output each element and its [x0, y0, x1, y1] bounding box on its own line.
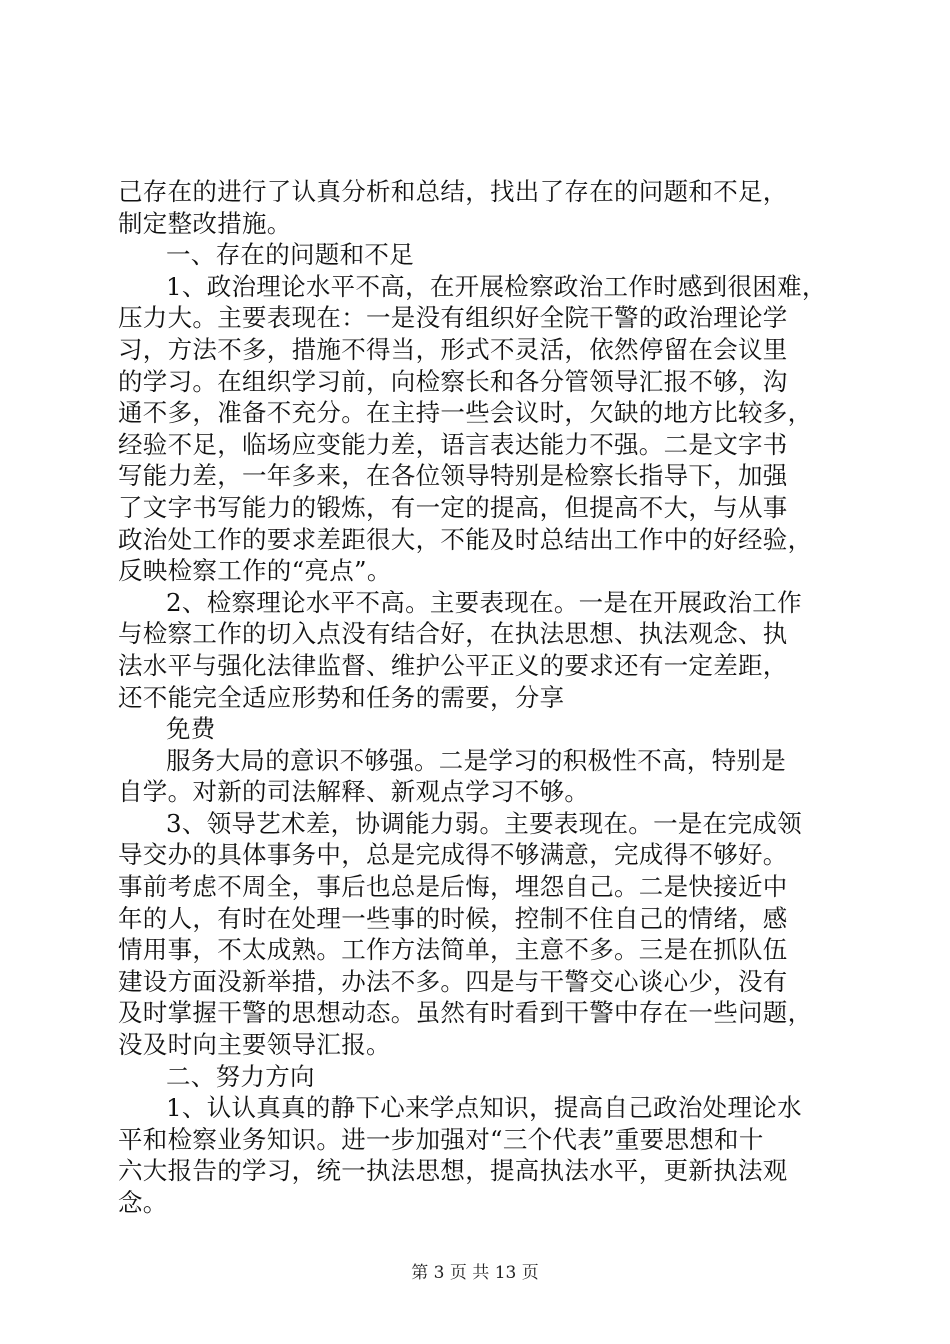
page-footer: 第 3 页 共 13 页	[411, 1263, 539, 1283]
text-line: 事前考虑不周全，事后也总是后悔，埋怨自己。二是快接近中	[118, 872, 788, 902]
text-line: 2、检察理论水平不高。主要表现在。一是在开展政治工作	[166, 587, 802, 617]
text-line: 1、政治理论水平不高，在开展检察政治工作时感到很困难，	[166, 271, 827, 301]
text-line: 念。	[118, 1188, 168, 1217]
text-line: 经验不足，临场应变能力差，语言表达能力不强。二是文字书	[118, 429, 788, 459]
text-line: 制定整改措施。	[118, 208, 292, 238]
text-line: 六大报告的学习，统一执法思想，提高执法水平，更新执法观	[118, 1156, 788, 1186]
text-line: 及时掌握干警的思想动态。虽然有时看到干警中存在一些问题，	[118, 998, 813, 1028]
text-line: 二、努力方向	[166, 1061, 315, 1091]
text-line: 自学。对新的司法解释、新观点学习不够。	[118, 777, 590, 807]
text-line: 己存在的进行了认真分析和总结，找出了存在的问题和不足，	[118, 177, 788, 206]
document-body	[118, 176, 838, 1219]
text-line: 情用事，不太成熟。工作方法简单，主意不多。三是在抓队伍	[118, 935, 788, 965]
text-line: 法水平与强化法律监督、维护公平正义的要求还有一定差距，	[118, 650, 788, 680]
text-line: 建设方面没新举措，办法不多。四是与干警交心谈心少，没有	[118, 966, 788, 996]
text-line: 1、认认真真的静下心来学点知识，提高自己政治处理论水	[166, 1093, 802, 1123]
text-line: 的学习。在组织学习前，向检察长和各分管领导汇报不够，沟	[118, 366, 788, 396]
text-line: 导交办的具体事务中，总是完成得不够满意，完成得不够好。	[118, 840, 788, 870]
text-line: 免费	[166, 714, 216, 744]
text-line: 政治处工作的要求差距很大，不能及时总结出工作中的好经验，	[118, 524, 813, 554]
text-line: 通不多，准备不充分。在主持一些会议时，欠缺的地方比较多，	[118, 398, 813, 428]
text-line: 年的人，有时在处理一些事的时候，控制不住自己的情绪，感	[118, 903, 788, 933]
text-line: 与检察工作的切入点没有结合好，在执法思想、执法观念、执	[118, 619, 788, 649]
text-line: 了文字书写能力的锻炼，有一定的提高，但提高不大，与从事	[118, 492, 788, 522]
text-line: 一、存在的问题和不足	[166, 240, 414, 270]
text-line: 写能力差，一年多来，在各位领导特别是检察长指导下，加强	[118, 461, 788, 491]
text-line: 反映检察工作的“亮点”。	[118, 556, 392, 586]
text-line: 没及时向主要领导汇报。	[118, 1030, 391, 1060]
text-line: 服务大局的意识不够强。二是学习的积极性不高，特别是	[166, 745, 786, 775]
text-line: 习，方法不多，措施不得当，形式不灵活，依然停留在会议里	[118, 334, 788, 364]
text-line: 还不能完全适应形势和任务的需要，分享	[118, 682, 565, 712]
text-line: 平和检察业务知识。进一步加强对“三个代表”重要思想和十	[118, 1124, 764, 1154]
text-line: 3、领导艺术差，协调能力弱。主要表现在。一是在完成领	[166, 808, 802, 838]
text-line: 压力大。主要表现在：一是没有组织好全院干警的政治理论学	[118, 303, 788, 333]
